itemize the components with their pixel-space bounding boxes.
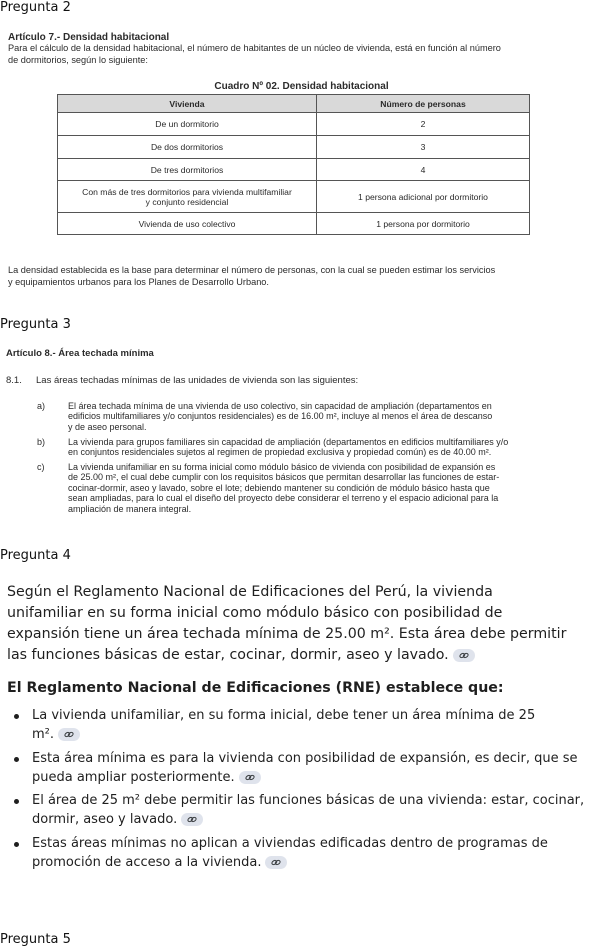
table-cell: Vivienda de uso colectivo	[58, 213, 317, 235]
link-icon[interactable]	[239, 771, 261, 784]
table-cell: De tres dormitorios	[58, 159, 317, 181]
bullet-item	[32, 706, 603, 744]
bullet-item	[32, 834, 603, 872]
table-cell: De un dormitorio	[58, 113, 317, 136]
note-line: y equipamientos urbanos para los Planes de Desarrollo Urbano.	[8, 276, 269, 287]
bullet-line-text: pueda ampliar posteriormente.	[32, 770, 235, 785]
question-5-label: Pregunta 5	[0, 932, 71, 947]
density-table	[57, 94, 530, 235]
bullet-item	[32, 749, 603, 787]
answer-paragraph	[7, 582, 603, 666]
bullet-line: El área de 25 m² debe permitir las funciones básicas de una vivienda: estar, cocinar,	[32, 793, 585, 808]
note-line: La densidad establecida es la base para determinar el número de personas, con la cual se pueden estimar los servicios	[8, 265, 496, 275]
link-icon[interactable]	[181, 813, 203, 826]
article-8-title: Artículo 8.- Área techada mínima	[6, 348, 154, 359]
table-row	[58, 159, 530, 181]
bullet-line-text: dormir, aseo y lavado.	[32, 812, 178, 827]
table-row	[58, 136, 530, 159]
table-row	[58, 213, 530, 235]
table-cell: 1 persona adicional por dormitorio	[317, 181, 530, 213]
bullet-dot	[14, 757, 19, 762]
item-line: ampliación de manera integral.	[68, 503, 192, 514]
link-icon[interactable]	[453, 649, 475, 662]
item-line: y de aseo personal.	[68, 421, 147, 432]
bullet-dot	[14, 799, 19, 804]
item-line: sean ampliadas, para lo cual el diseño del proyecto debe considerar el terreno y el espacio adicional para la	[68, 493, 499, 504]
item-a-text	[68, 401, 601, 432]
table-cell: 1 persona por dormitorio	[317, 213, 530, 235]
density-note	[8, 265, 593, 288]
bullet-item	[32, 791, 603, 829]
item-letter: a)	[37, 401, 46, 411]
table-row	[58, 181, 530, 213]
answer-line: expansión tiene un área techada mínima de 25.00 m². Esta área debe permitir	[7, 626, 567, 642]
table-header-row	[58, 95, 530, 113]
table-title: Cuadro Nº 02. Densidad habitacional	[214, 81, 389, 92]
section-8-1-number: 8.1.	[6, 375, 22, 386]
article-7-title: Artículo 7.- Densidad habitacional	[8, 32, 170, 43]
bullet-line	[32, 853, 603, 872]
item-line: cocinar-dormir, aseo y lavado, sobre el lote; debiendo mantener su condición de módulo básico hasta que	[68, 482, 490, 493]
column-header: Vivienda	[58, 95, 317, 113]
link-icon[interactable]	[265, 856, 287, 869]
bullet-line-text: promoción de acceso a la vivienda.	[32, 855, 262, 870]
table-cell: 3	[317, 136, 530, 159]
bullet-line	[32, 810, 603, 829]
section-8-1-text: Las áreas techadas mínimas de las unidades de vivienda son las siguientes:	[36, 375, 359, 386]
cell-line: Con más de tres dormitorios para vivienda multifamiliar	[82, 186, 292, 197]
item-line: El área techada mínima de una vivienda de uso colectivo, sin capacidad de ampliación (departamentos en	[68, 401, 492, 411]
item-line: en conjuntos residenciales sujetos al regimen de propiedad exclusiva y propiedad común) es de 40.00 m².	[68, 447, 492, 458]
item-line: edificios multifamiliares y/o conjuntos residenciales) es de 16.00 m², incluye al menos el área de descanso	[68, 411, 493, 422]
table-cell: De dos dormitorios	[58, 136, 317, 159]
question-4-label: Pregunta 4	[0, 548, 71, 563]
item-letter: c)	[37, 462, 45, 472]
bullet-line	[32, 768, 603, 787]
link-icon[interactable]	[58, 728, 80, 741]
item-c-text	[68, 462, 601, 514]
bullet-line: Esta área mínima es para la vivienda con posibilidad de expansión, es decir, que se	[32, 751, 578, 766]
answer-line: Según el Reglamento Nacional de Edificaciones del Perú, la vivienda	[7, 584, 493, 600]
cell-line: y conjunto residencial	[145, 196, 229, 207]
article-7-intro	[8, 43, 588, 66]
answer-line: unifamiliar en su forma inicial como módulo básico con posibilidad de	[7, 605, 503, 621]
question-3-label: Pregunta 3	[0, 317, 71, 332]
table-cell: 4	[317, 159, 530, 181]
bullet-line: La vivienda unifamiliar, en su forma inicial, debe tener un área mínima de 25	[32, 708, 536, 723]
intro-line: de dormitorios, según lo siguiente:	[8, 54, 148, 65]
question-2-label: Pregunta 2	[0, 0, 71, 15]
item-b-text	[68, 437, 601, 458]
table-cell: 2	[317, 113, 530, 136]
bullet-line-text: m².	[32, 727, 55, 742]
bullet-dot	[14, 842, 19, 847]
item-line: La vivienda unifamiliar en su forma inicial como módulo básico de vivienda con posibilidad de expansión es	[68, 462, 496, 472]
bullet-line: Estas áreas mínimas no aplican a viviendas edificadas dentro de programas de	[32, 836, 548, 851]
bullet-dot	[14, 714, 19, 719]
intro-line: Para el cálculo de la densidad habitacional, el número de habitantes de un núcleo de vivienda, está en función al número	[8, 43, 501, 53]
answer-heading: El Reglamento Nacional de Edificaciones (RNE) establece que:	[7, 680, 504, 696]
answer-line	[7, 645, 603, 666]
table-row	[58, 113, 530, 136]
item-line: de 25.00 m², el cual debe cumplir con los requisitos básicos que permitan desarrollar las funciones de estar-	[68, 472, 500, 483]
bullet-line	[32, 725, 603, 744]
item-line: La vivienda para grupos familiares sin capacidad de ampliación (departamentos en edificios multifamiliares y/o	[68, 437, 509, 447]
table-cell	[58, 181, 317, 213]
item-letter: b)	[37, 437, 46, 447]
column-header: Número de personas	[317, 95, 530, 113]
answer-line-text: las funciones básicas de estar, cocinar, dormir, aseo y lavado.	[7, 647, 449, 663]
